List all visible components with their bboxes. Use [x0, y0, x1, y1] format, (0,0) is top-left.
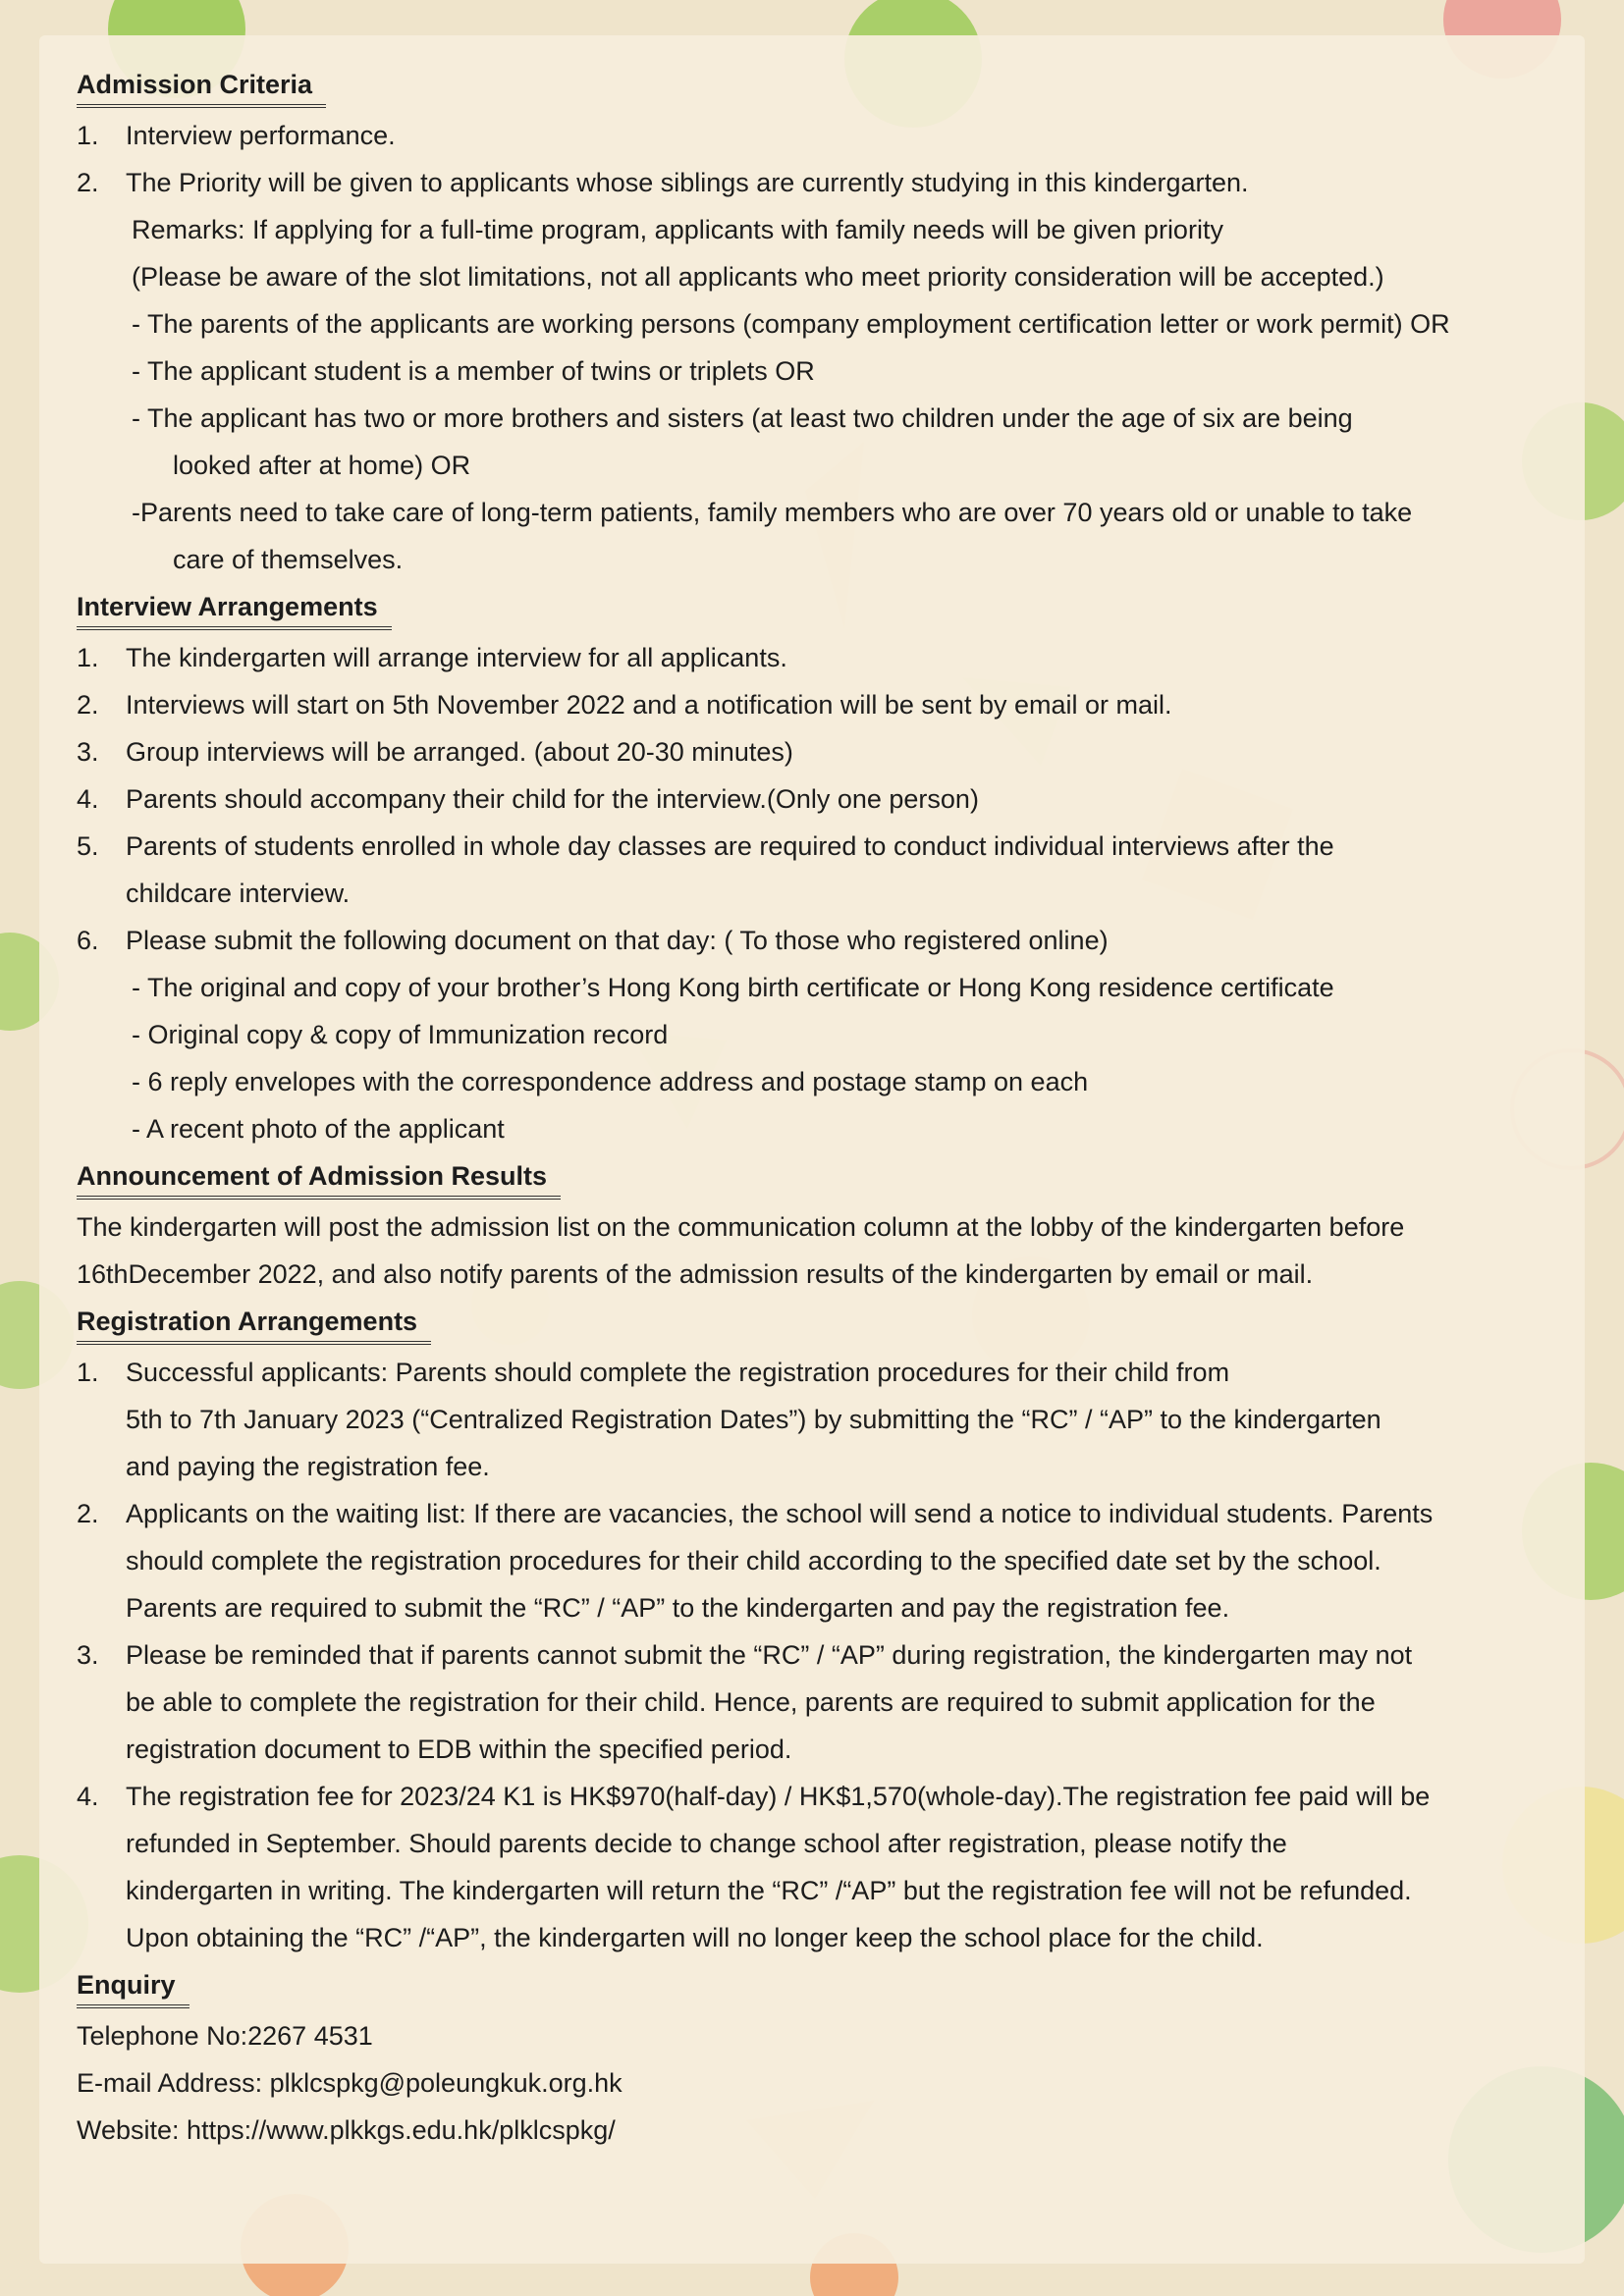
text-line: [77, 300, 1569, 347]
line-text: Upon obtaining the “RC” /“AP”, the kindergarten will no longer keep the school place for the child.: [126, 1923, 1264, 1952]
text-line: [77, 1726, 1569, 1773]
line-text: The Priority will be given to applicants whose siblings are currently studying in this kindergarten.: [126, 168, 1249, 197]
line-text: looked after at home) OR: [173, 451, 471, 480]
line-text: - The applicant has two or more brothers and sisters (at least two children under the age of six are being: [132, 403, 1353, 433]
item-number: 3.: [77, 1640, 99, 1670]
line-text: - Original copy & copy of Immunization record: [132, 1020, 669, 1049]
text-line: [77, 775, 1569, 823]
text-line: [77, 1631, 1569, 1679]
line-text: Applicants on the waiting list: If there are vacancies, the school will send a notice to individual students. Parents: [126, 1499, 1434, 1528]
item-number: 2.: [77, 168, 99, 197]
text-line: [77, 870, 1569, 917]
line-text: care of themselves.: [173, 545, 404, 574]
text-line: [77, 206, 1569, 253]
text-line: [77, 1251, 1569, 1298]
line-text: The kindergarten will arrange interview for all applicants.: [126, 643, 787, 672]
text-line: [77, 1490, 1569, 1537]
text-line: [77, 159, 1569, 206]
line-text: Remarks: If applying for a full-time program, applicants with family needs will be given priority: [132, 215, 1223, 244]
text-line: [77, 681, 1569, 728]
text-line: [77, 728, 1569, 775]
section-admission-criteria: [77, 61, 1569, 583]
text-line: [77, 1203, 1569, 1251]
line-text: Telephone No:2267 4531: [77, 2021, 373, 2051]
text-line: [77, 1349, 1569, 1396]
text-line: [77, 442, 1569, 489]
line-text: and paying the registration fee.: [126, 1452, 490, 1481]
text-line: [77, 1679, 1569, 1726]
line-text: Parents are required to submit the “RC” / “AP” to the kindergarten and pay the registration fee.: [126, 1593, 1230, 1623]
line-text: - The applicant student is a member of twins or triplets OR: [132, 356, 815, 386]
line-text: kindergarten in writing. The kindergarten will return the “RC” /“AP” but the registration fee will not be refunded.: [126, 1876, 1412, 1905]
text-line: [77, 1914, 1569, 1961]
item-number: 6.: [77, 926, 99, 955]
line-text: should complete the registration procedures for their child according to the specified date set by the school.: [126, 1546, 1381, 1575]
line-text: The registration fee for 2023/24 K1 is HK$970(half-day) / HK$1,570(whole-day).The registration fee paid will be: [126, 1782, 1431, 1811]
text-line: [77, 1443, 1569, 1490]
section-announcement-of-admission-results: [77, 1152, 1569, 1298]
line-text: - The original and copy of your brother’s Hong Kong birth certificate or Hong Kong residence certificate: [132, 973, 1334, 1002]
text-line: [77, 536, 1569, 583]
item-number: 2.: [77, 1499, 99, 1528]
line-text: (Please be aware of the slot limitations, not all applicants who meet priority consideration will be accepted.): [132, 262, 1384, 292]
line-text: be able to complete the registration for their child. Hence, parents are required to submit application for the: [126, 1687, 1376, 1717]
text-line: [77, 634, 1569, 681]
line-text: -Parents need to take care of long-term patients, family members who are over 70 years old or unable to take: [132, 498, 1413, 527]
text-line: [77, 917, 1569, 964]
text-line: [77, 347, 1569, 395]
text-line: [77, 395, 1569, 442]
line-text: Interview performance.: [126, 121, 396, 150]
text-line: [77, 489, 1569, 536]
item-number: 1.: [77, 643, 99, 672]
item-number: 1.: [77, 121, 99, 150]
text-line: [77, 1867, 1569, 1914]
line-text: Please be reminded that if parents cannot submit the “RC” / “AP” during registration, the kindergarten may not: [126, 1640, 1413, 1670]
item-number: 2.: [77, 690, 99, 720]
text-line: [77, 1105, 1569, 1152]
text-line: [77, 2107, 1569, 2154]
text-line: [77, 2059, 1569, 2107]
text-line: [77, 1773, 1569, 1820]
text-line: [77, 1820, 1569, 1867]
line-text: - The parents of the applicants are working persons (company employment certification letter or work permit) OR: [132, 309, 1450, 339]
text-line: [77, 1396, 1569, 1443]
text-line: [77, 112, 1569, 159]
item-number: 5.: [77, 831, 99, 861]
line-text: registration document to EDB within the specified period.: [126, 1735, 792, 1764]
section-heading: Admission Criteria: [77, 65, 326, 108]
section-heading: Interview Arrangements: [77, 587, 392, 630]
text-line: [77, 964, 1569, 1011]
line-text: Please submit the following document on that day: ( To those who registered online): [126, 926, 1109, 955]
item-number: 1.: [77, 1358, 99, 1387]
line-text: Interviews will start on 5th November 2022 and a notification will be sent by email or mail.: [126, 690, 1172, 720]
line-text: refunded in September. Should parents decide to change school after registration, please notify the: [126, 1829, 1287, 1858]
item-number: 3.: [77, 737, 99, 767]
text-line: [77, 1584, 1569, 1631]
line-text: - A recent photo of the applicant: [132, 1114, 505, 1144]
line-text: Successful applicants: Parents should complete the registration procedures for their child from: [126, 1358, 1230, 1387]
text-line: [77, 2012, 1569, 2059]
section-enquiry: [77, 1961, 1569, 2154]
line-text: 16thDecember 2022, and also notify parents of the admission results of the kindergarten by email or mail.: [77, 1259, 1314, 1289]
section-heading: Registration Arrangements: [77, 1302, 431, 1345]
line-text: Parents should accompany their child for the interview.(Only one person): [126, 784, 979, 814]
text-line: [77, 253, 1569, 300]
line-text: Website: https://www.plkkgs.edu.hk/plklcspkg/: [77, 2115, 616, 2145]
section-registration-arrangements: [77, 1298, 1569, 1961]
section-interview-arrangements: [77, 583, 1569, 1152]
line-text: E-mail Address: plklcspkg@poleungkuk.org.hk: [77, 2068, 623, 2098]
line-text: 5th to 7th January 2023 (“Centralized Registration Dates”) by submitting the “RC” / “AP” to the kindergarten: [126, 1405, 1381, 1434]
line-text: The kindergarten will post the admission list on the communication column at the lobby of the kindergarten before: [77, 1212, 1405, 1242]
line-text: Parents of students enrolled in whole day classes are required to conduct individual interviews after the: [126, 831, 1334, 861]
text-line: [77, 1011, 1569, 1058]
text-line: [77, 823, 1569, 870]
item-number: 4.: [77, 1782, 99, 1811]
line-text: childcare interview.: [126, 879, 351, 908]
item-number: 4.: [77, 784, 99, 814]
section-heading: Enquiry: [77, 1965, 189, 2008]
document-body: [77, 61, 1569, 2154]
section-heading: Announcement of Admission Results: [77, 1156, 561, 1200]
text-line: [77, 1537, 1569, 1584]
text-line: [77, 1058, 1569, 1105]
line-text: Group interviews will be arranged. (about 20-30 minutes): [126, 737, 793, 767]
line-text: - 6 reply envelopes with the correspondence address and postage stamp on each: [132, 1067, 1089, 1096]
